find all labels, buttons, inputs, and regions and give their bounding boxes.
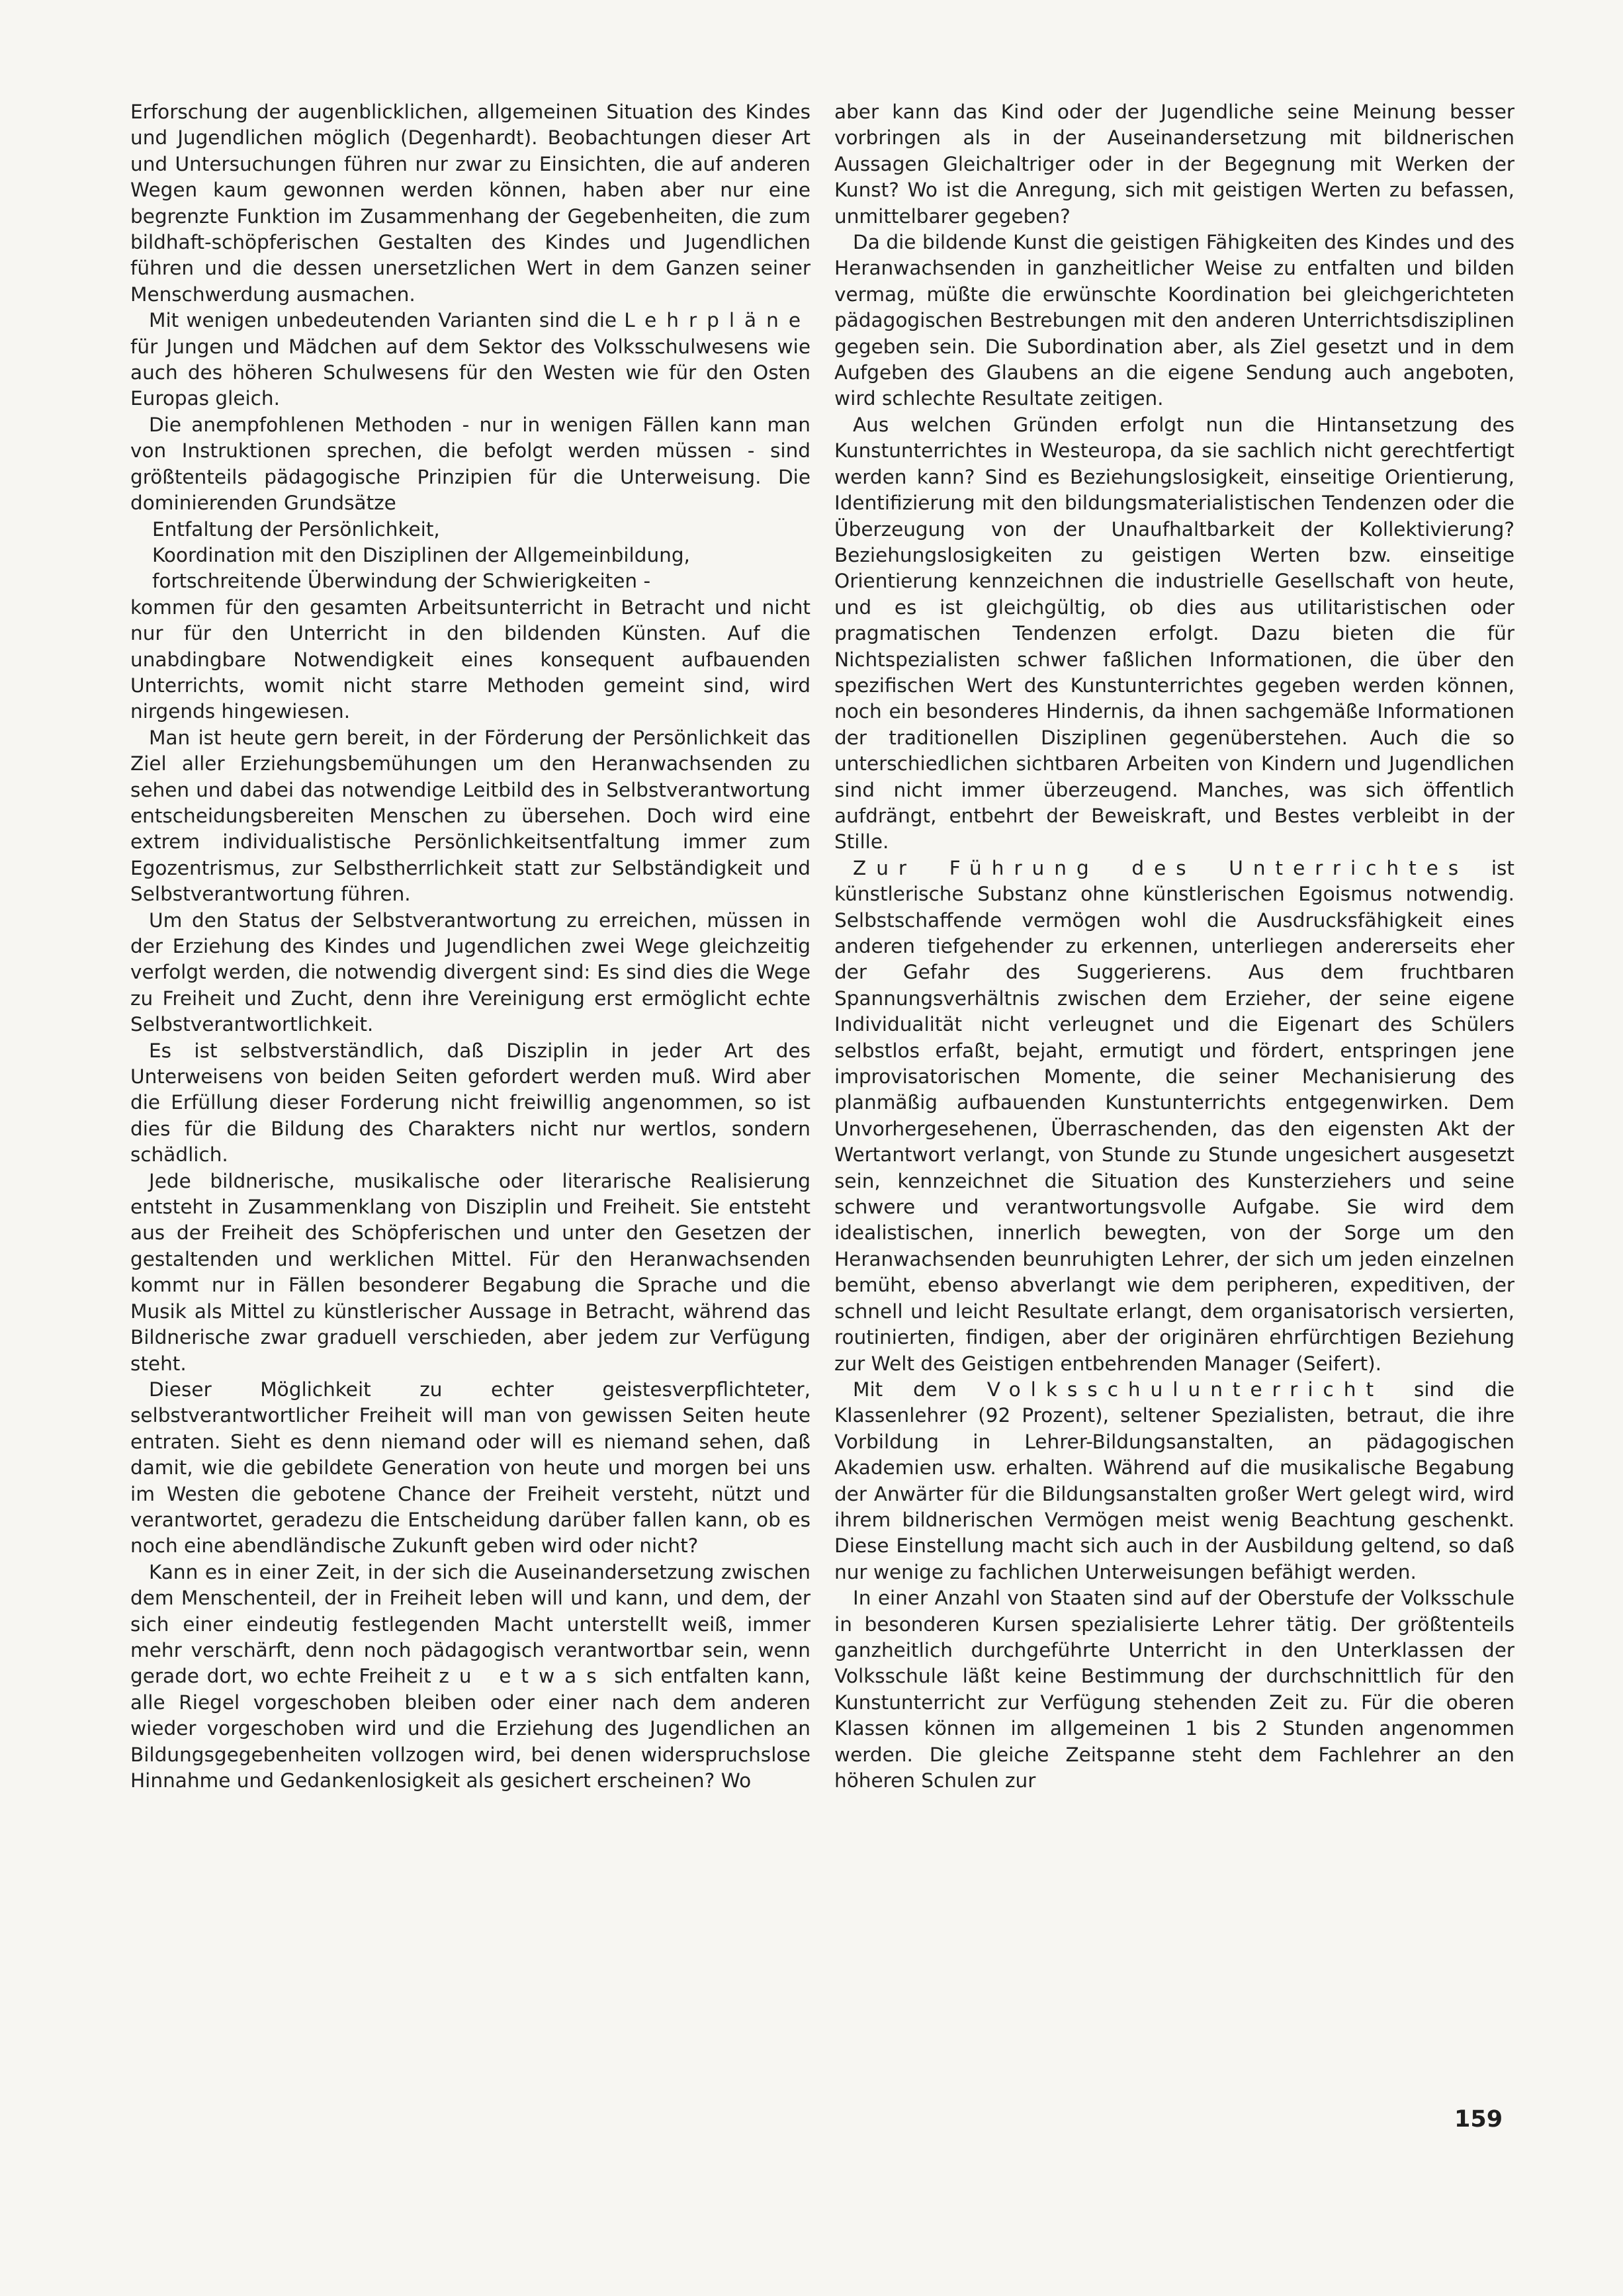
paragraph: Man ist heute gern bereit, in der Förderung der Persönlichkeit das Ziel aller Erziehungsbemühungen um den Heranwachsenden zu sehen und dabei das notwendige Leitbild des in Selbstverantwortung entscheidungsbereiten Menschen zu übersehen. Doch wird eine extrem individualistische Persönlichkeitsentfaltung immer zum Egozentrismus, zur Selbstherrlichkeit statt zur Selbständigkeit und Selbstverantwortung führen. xyxy=(130,726,811,906)
paragraph: Dieser Möglichkeit zu echter geistesverpflichteter, selbstverantwortlicher Freiheit will man von gewissen Seiten heute entraten. Sieht es denn niemand oder will es niemand sehen, daß damit, wie die gebildete Generation von heute und morgen bei uns im Westen die gebotene Chance der Freiheit versteht, nützt und verantwortet, geradezu die Entscheidung darüber fallen kann, ob es noch eine abendländische Zukunft geben wird oder nicht? xyxy=(130,1378,811,1558)
paragraph: kommen für den gesamten Arbeitsunterricht in Betracht und nicht nur für den Unterricht in den bildenden Künsten. Auf die unabdingbare Notwendigkeit eines konsequent aufbauenden Unterrichts, womit nicht starre Methoden gemeint sind, wird nirgends hingewiesen. xyxy=(130,596,811,723)
spaced-term: Volksschulunterricht xyxy=(987,1378,1384,1401)
spaced-term: zu etwas xyxy=(439,1665,607,1688)
paragraph: Es ist selbstverständlich, daß Disziplin in jeder Art des Unterweisens von beiden Seiten gefordert werden muß. Wird aber die Erfüllung dieser Forderung nicht freiwillig angenommen, so ist dies für die Bildung des Charakters nicht nur wertlos, sondern schädlich. xyxy=(130,1039,811,1167)
right-column xyxy=(834,99,1514,1794)
paragraph: Die anempfohlenen Methoden - nur in wenigen Fällen kann man von Instruktionen sprechen, die befolgt werden müssen - sind größtenteils pädagogische Prinzipien für die Unterweisung. Die dominierenden Grundsätze xyxy=(130,413,811,515)
paragraph: Erforschung der augenblicklichen, allgemeinen Situation des Kindes und Jugendlichen möglich (Degenhardt). Beobachtungen dieser Art und Untersuchungen führen nur zwar zu Einsichten, die auf anderen Wegen kaum gewonnen werden können, haben aber nur eine begrenzte Funktion im Zusammenhang der Gegebenheiten, die zum bildhaft-schöpferischen Gestalten des Kindes und Jugendlichen führen und die dessen unersetzlichen Wert in dem Ganzen seiner Menschwerdung ausmachen. xyxy=(130,101,811,306)
paragraph xyxy=(130,308,811,412)
text-run: für Jungen und Mädchen auf dem Sektor des Volksschulwesens wie auch des höheren Schulwesens für den Westen wie für den Osten Europas gleich. xyxy=(130,335,811,410)
paragraph xyxy=(834,1377,1514,1585)
text-run: Mit dem xyxy=(853,1378,957,1401)
principle-item: Entfaltung der Persönlichkeit, xyxy=(152,517,440,541)
paragraph xyxy=(834,856,1514,1377)
text-run: Mit wenigen unbedeutenden Varianten sind die xyxy=(149,309,617,332)
principle-item: Koordination mit den Disziplinen der Allgemeinbildung, xyxy=(152,543,690,566)
text-run: sich entfalten kann, alle Riegel vorgeschoben bleiben oder einer nach dem anderen wieder vorgeschoben wird und die Erziehung des Jugendlichen an Bildungsgegebenheiten vollzogen wird, bei denen widerspruchslose Hinnahme und Gedankenlosigkeit als gesichert erscheinen? Wo xyxy=(130,1665,811,1792)
paragraph: Jede bildnerische, musikalische oder literarische Realisierung entsteht in Zusammenklang von Disziplin und Freiheit. Sie entsteht aus der Freiheit des Schöpferischen und unter den Gesetzen der gestaltenden und werklichen Mittel. Für den Heranwachsenden kommt nur in Fällen besonderer Begabung die Sprache und die Musik als Mittel zu künstlerischer Aussage in Betracht, während das Bildnerische zwar graduell verschieden, aber jedem zur Verfügung steht. xyxy=(130,1169,811,1375)
text-run: Kann es in einer Zeit, in der sich die Auseinandersetzung zwischen dem Menschenteil, der in Freiheit leben will und kann, und dem, der sich einer eindeutig festlegenden Macht unterstellt weiß, immer mehr verschärft, denn noch pädagogisch verantwortbar sein, wenn gerade dort, wo echte Freiheit xyxy=(130,1560,811,1688)
paragraph: In einer Anzahl von Staaten sind auf der Oberstufe der Volksschule in besonderen Kursen spezialisierte Lehrer tätig. Der größtenteils ganzheitlich durchgeführte Unterricht in den Unterklassen der Volksschule läßt keine Bestimmung der durchschnittlich für den Kunstunterricht zur Verfügung stehenden Zeit zu. Für die oberen Klassen können im allgemeinen 1 bis 2 Stunden angenommen werden. Die gleiche Zeitspanne steht dem Fachlehrer an den höheren Schulen zur xyxy=(834,1587,1514,1792)
principle-item: fortschreitende Überwindung der Schwierigkeiten - xyxy=(152,570,651,593)
page-number: 159 xyxy=(1454,2106,1503,2133)
spaced-term: Lehrpläne xyxy=(624,309,811,332)
paragraph: Um den Status der Selbstverantwortung zu erreichen, müssen in der Erziehung des Kindes und Jugendlichen zwei Wege gleichzeitig verfolgt werden, die notwendig divergent sind: Es sind dies die Wege zu Freiheit und Zucht, denn ihre Vereinigung erst ermöglicht echte Selbstverantwortlichkeit. xyxy=(130,908,811,1036)
text-run: sind die Klassenlehrer (92 Prozent), seltener Spezialisten, betraut, die ihre Vorbildung in Lehrer-Bildungsanstalten, an pädagogischen Akademien usw. erhalten. Während auf die musikalische Begabung der Anwärter für die Bildungsanstalten großer Wert gelegt wird, wird ihrem bildnerischen Vermögen meist wenig Beachtung geschenkt. Diese Einstellung macht sich auch in der Ausbildung geltend, so daß nur wenige zu fachlichen Unterweisungen befähigt werden. xyxy=(834,1378,1514,1583)
paragraph xyxy=(130,1560,811,1794)
spaced-term: Zur Führung des Unterrichtes xyxy=(853,856,1469,879)
paragraph: Da die bildende Kunst die geistigen Fähigkeiten des Kindes und des Heranwachsenden in ganzheitlicher Weise zu entfalten und bilden vermag, müßte die erwünschte Koordination bei gleichgerichteten pädagogischen Bestrebungen mit den anderen Unterrichtsdisziplinen gegeben sein. Die Subordination aber, als Ziel gesetzt und in dem Aufgeben des Glaubens an die eigene Sendung auch angeboten, wird schlechte Resultate zeitigen. xyxy=(834,231,1514,410)
paragraph: aber kann das Kind oder der Jugendliche seine Meinung besser vorbringen als in der Auseinandersetzung mit bildnerischen Aussagen Gleichaltriger oder in der Begegnung mit Werken der Kunst? Wo ist die Anregung, sich mit geistigen Werten zu befassen, unmittelbarer gegeben? xyxy=(834,101,1514,228)
text-run: ist künstlerische Substanz ohne künstlerischen Egoismus notwendig. Selbstschaffende vermögen wohl die Ausdrucksfähigkeit eines anderen tiefgehender zu erkennen, unterliegen andererseits eher der Gefahr des Suggerierens. Aus dem fruchtbaren Spannungsverhältnis zwischen dem Erzieher, der seine eigene Individualität nicht verleugnet und die Eigenart des Schülers selbstlos erfaßt, bejaht, ermutigt und fördert, entspringen jene improvisatorischen Momente, die seiner Mechanisierung des planmäßig aufbauenden Kunstunterrichts entgegenwirken. Dem Unvorhergesehenen, Überraschenden, das den eigensten Akt der Wertantwort verlangt, von Stunde zu Stunde ungesichert ausgesetzt sein, kennzeichnet die Situation des Kunsterziehers und seine schwere und verantwortungsvolle Aufgabe. Sie wird dem idealistischen, innerlich bewegten, von der Sorge um den Heranwachsenden beunruhigten Lehrer, der sich um jeden einzelnen bemüht, ebenso abverlangt wie dem peripheren, expeditiven, der schnell und leicht Resultate erlangt, dem organisatorisch versierten, routinierten, findigen, aber der originären ehrfürchtigen Beziehung zur Welt des Geistigen entbehrenden Manager (Seifert). xyxy=(834,856,1514,1375)
paragraph: Aus welchen Gründen erfolgt nun die Hintansetzung des Kunstunterrichtes in Westeuropa, da sie sachlich nicht gerechtfertigt werden kann? Sind es Beziehungslosigkeit, einseitige Orientierung, Identifizierung mit den bildungsmaterialistischen Tendenzen oder die Überzeugung von der Unaufhaltbarkeit der Kollektivierung? Beziehungslosigkeiten zu geistigen Werten bzw. einseitige Orientierung kennzeichnen die industrielle Gesellschaft von heute, und es ist gleichgültig, ob dies aus utilitaristischen oder pragmatischen Tendenzen erfolgt. Dazu bieten die für Nichtspezialisten schwer faßlichen Informationen, die über den spezifischen Wert des Kunstunterrichtes gegeben werden können, noch ein besonderes Hindernis, da ihnen sachgemäße Informationen der traditionellen Disziplinen gegenüberstehen. Auch die so unterschiedlichen sichtbaren Arbeiten von Kindern und Jugendlichen sind nicht immer überzeugend. Manches, was sich öffentlich aufdrängt, entbehrt der Beweiskraft, und Bestes verbleibt in der Stille. xyxy=(834,413,1514,854)
left-column xyxy=(130,99,811,1794)
